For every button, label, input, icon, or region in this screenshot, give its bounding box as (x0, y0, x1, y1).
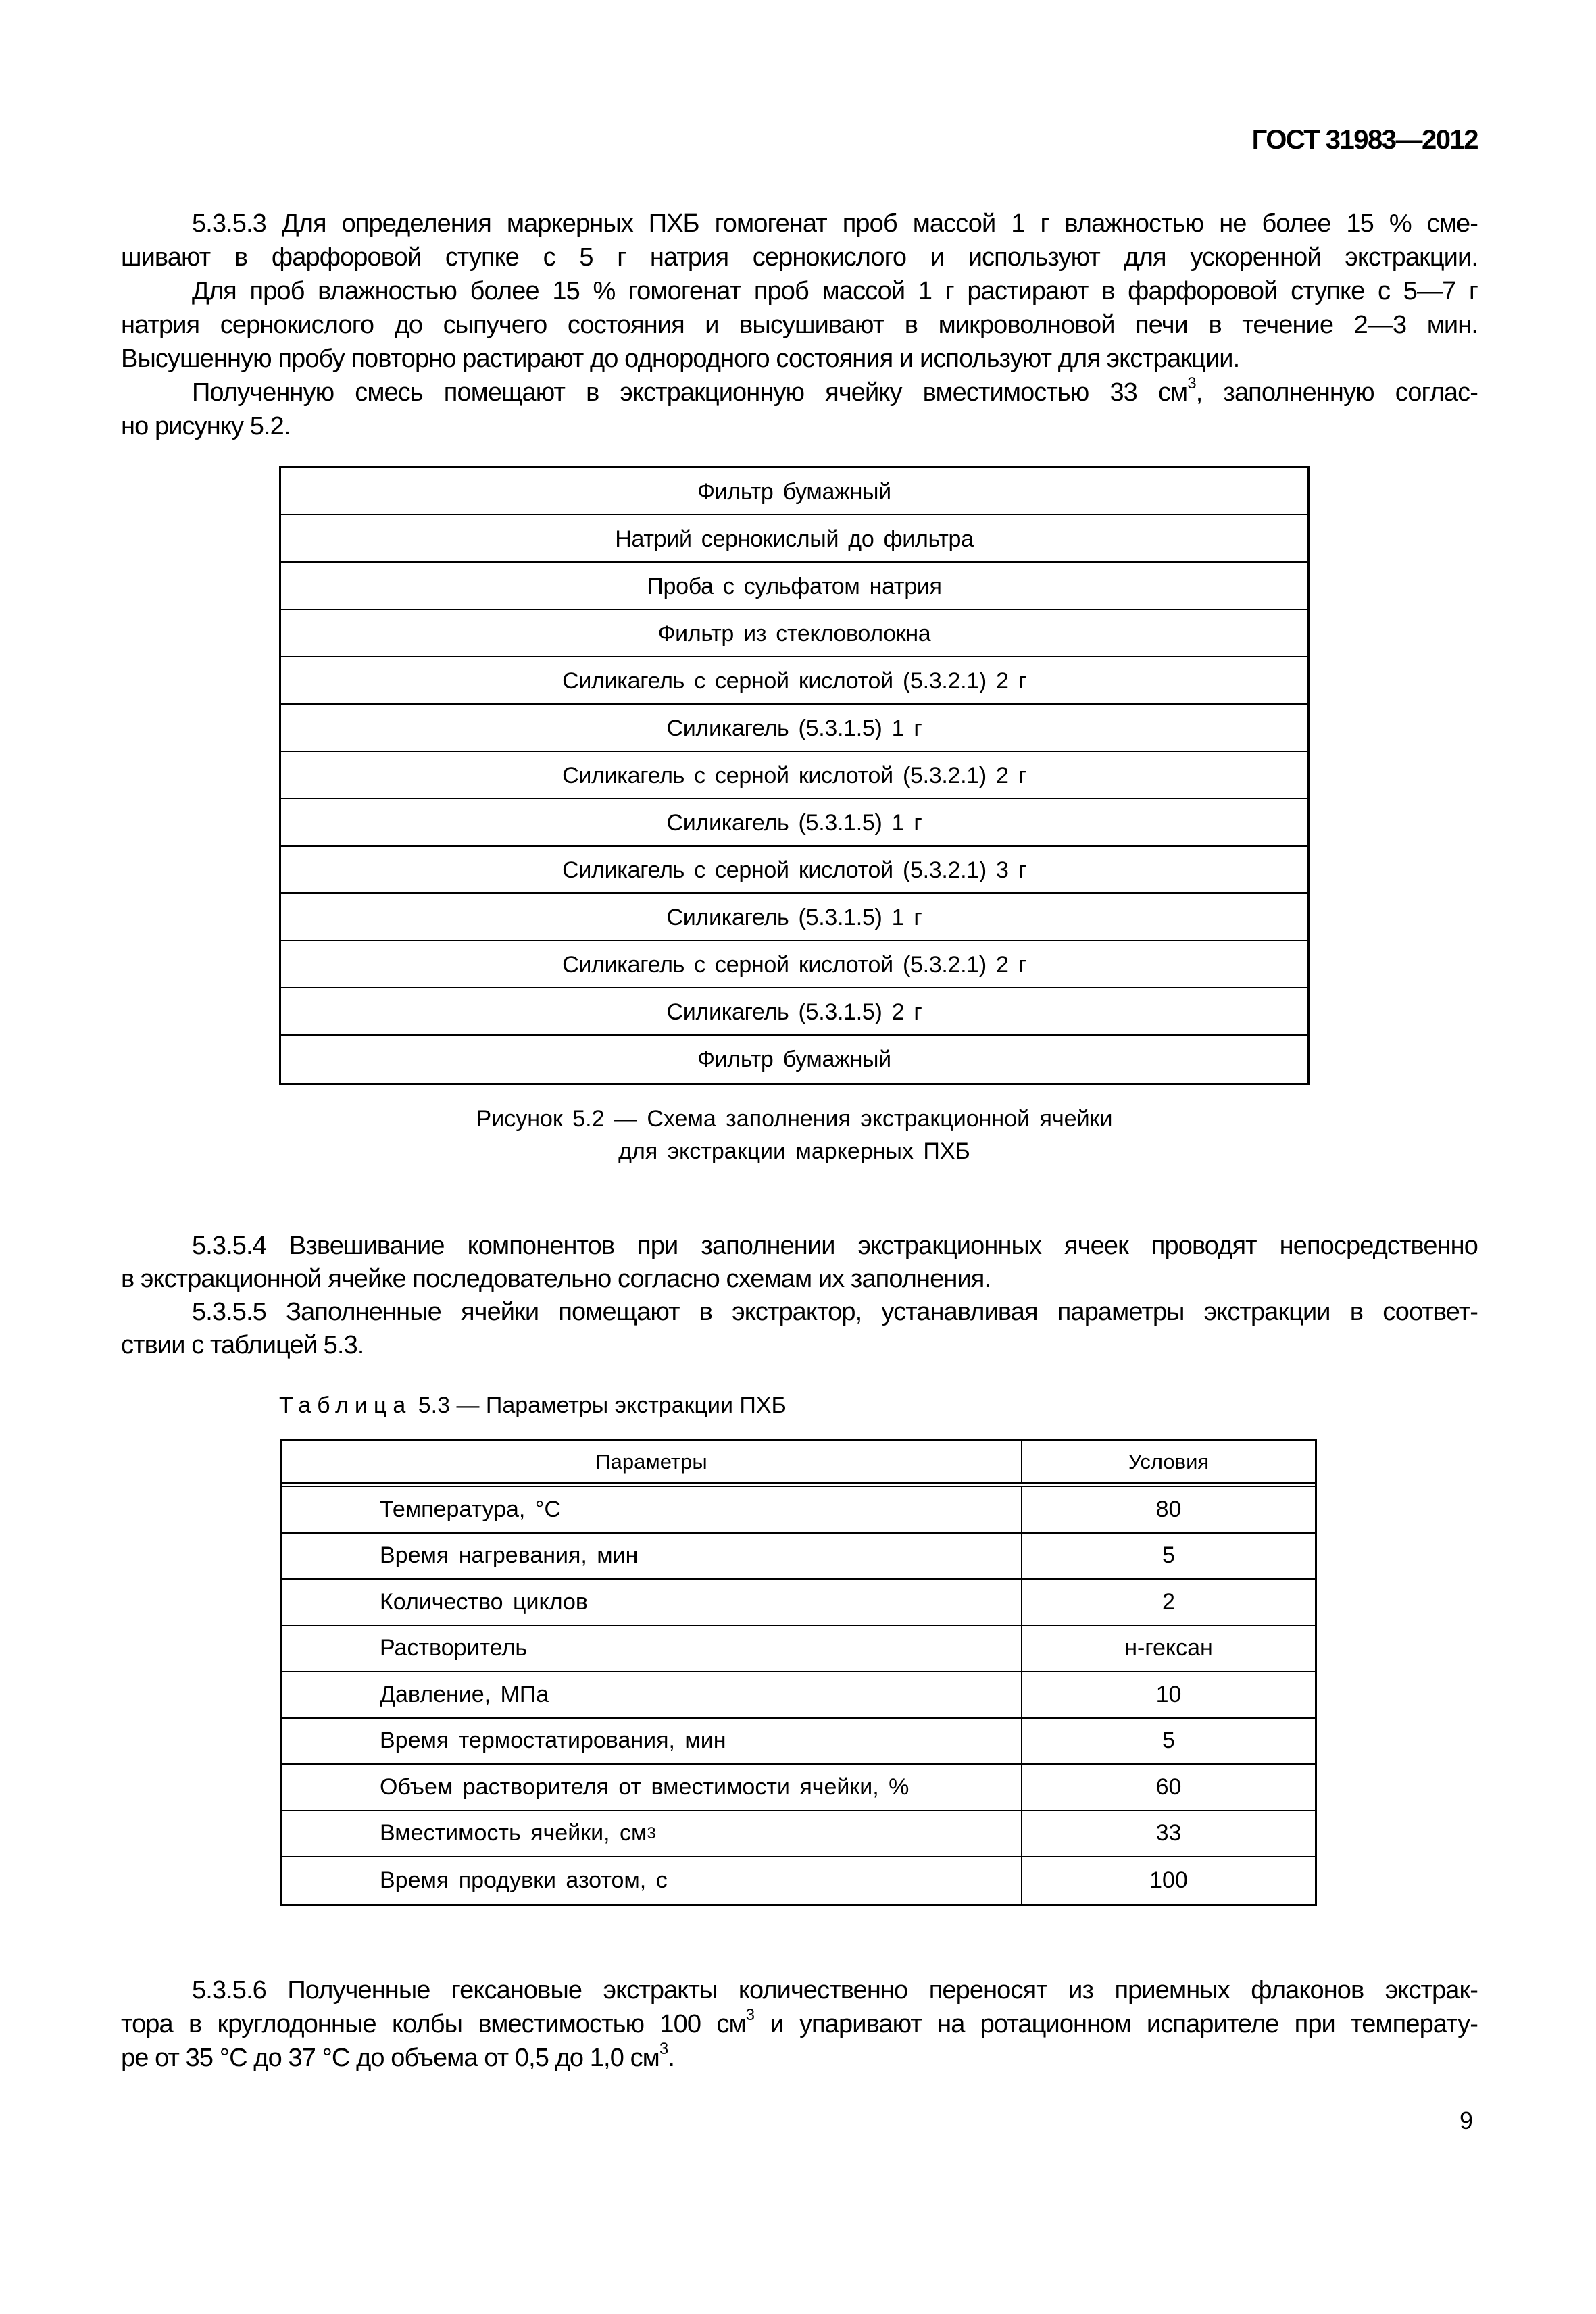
value-cell: 2 (1162, 1588, 1175, 1615)
table-row (282, 1719, 1315, 1765)
param-text: Вместимость ячейки, см (380, 1820, 647, 1846)
scheme-layer: Проба с сульфатом натрия (281, 563, 1307, 610)
table-row (282, 1672, 1315, 1719)
text-line: 5.3.5.6 Полученные гексановые экстракты количественно переносят из приемных флаконов экстрак- (192, 1976, 1478, 2005)
param-cell: Время нагревания, мин (282, 1534, 1022, 1579)
text: и упаривают на ротационном испарителе при температу- (754, 2010, 1478, 2038)
superscript: 3 (1187, 374, 1196, 393)
text-line: Высушенную пробу повторно растирают до однородного состояния и используют для экстракции. (121, 345, 1240, 373)
table-row (282, 1626, 1315, 1673)
figure-caption: для экстракции маркерных ПХБ (618, 1138, 970, 1164)
param-cell: Время продувки азотом, с (282, 1857, 1022, 1904)
param-cell: Температура, °С (282, 1487, 1022, 1532)
text: ре от 35 °С до 37 °С до объема от 0,5 до 1,0 см (121, 2044, 659, 2072)
figure-caption: Рисунок 5.2 — Схема заполнения экстракционной ячейки (476, 1106, 1113, 1132)
param-cell: Количество циклов (282, 1580, 1022, 1625)
value-cell: н-гексан (1124, 1635, 1213, 1661)
document-id: ГОСТ 31983—2012 (1251, 125, 1478, 155)
table-row (282, 1857, 1315, 1904)
table-label: Таблица (279, 1392, 412, 1418)
text-line: ствии с таблицей 5.3. (121, 1331, 364, 1359)
value-cell: 33 (1155, 1820, 1182, 1846)
text: Полученную смесь помещают в экстракционную ячейку вместимостью 33 см (192, 378, 1188, 407)
column-header: Параметры (282, 1441, 1022, 1482)
scheme-layer: Фильтр бумажный (697, 1047, 891, 1072)
table-title (279, 1389, 787, 1422)
text: тора в круглодонные колбы вместимостью 100 см (121, 2010, 746, 2038)
scheme-layer: Силикагель с серной кислотой (5.3.2.1) 2 г (281, 752, 1307, 799)
param-cell: Растворитель (282, 1626, 1022, 1671)
superscript: 3 (745, 2006, 755, 2024)
table-row (282, 1811, 1315, 1858)
figure-cell-fill-scheme (279, 466, 1310, 1085)
page-number: 9 (1460, 2107, 1474, 2134)
text-line (192, 376, 1478, 409)
scheme-layer: Силикагель (5.3.1.5) 1 г (281, 705, 1307, 752)
value-cell: 10 (1155, 1681, 1182, 1707)
table-row (282, 1765, 1315, 1811)
param-cell: Объем растворителя от вместимости ячейки, % (282, 1765, 1022, 1810)
text-line: шивают в фарфоровой ступке с 5 г натрия сернокислого и используют для ускоренной экстракции. (121, 243, 1478, 272)
value-cell: 80 (1155, 1496, 1182, 1522)
text-line: 5.3.5.4 Взвешивание компонентов при заполнении экстракционных ячеек проводят непосредственно (192, 1232, 1478, 1260)
text-line: натрия сернокислого до сыпучего состояния и высушивают в микроволновой печи в течение 2—3 мин. (121, 311, 1478, 339)
extraction-parameters-table (280, 1439, 1317, 1906)
text: . (668, 2044, 675, 2072)
scheme-layer: Силикагель (5.3.1.5) 1 г (281, 799, 1307, 847)
text-line: но рисунку 5.2. (121, 412, 291, 441)
text-line: 5.3.5.5 Заполненные ячейки помещают в экстрактор, устанавливая параметры экстракции в соответ- (192, 1298, 1478, 1326)
param-cell: Вместимость ячейки, см 3 (282, 1811, 1022, 1857)
table-row (282, 1580, 1315, 1626)
text-line: Для проб влажностью более 15 % гомогенат проб массой 1 г растирают в фарфоровой ступке с 5—7 г (192, 277, 1478, 305)
scheme-layer: Силикагель с серной кислотой (5.3.2.1) 2 г (281, 941, 1307, 988)
value-cell: 5 (1162, 1728, 1175, 1754)
scheme-layer: Силикагель (5.3.1.5) 1 г (281, 894, 1307, 941)
text-line (121, 2007, 1478, 2041)
scheme-layer: Силикагель с серной кислотой (5.3.2.1) 2 г (281, 657, 1307, 705)
scheme-layer: Натрий сернокислый до фильтра (281, 515, 1307, 563)
text-line: 5.3.5.3 Для определения маркерных ПХБ гомогенат проб массой 1 г влажностью не более 15 % сме- (192, 209, 1478, 238)
scheme-layer: Силикагель с серной кислотой (5.3.2.1) 3 г (281, 847, 1307, 894)
scheme-layer: Фильтр бумажный (281, 468, 1307, 515)
scheme-layer: Силикагель (5.3.1.5) 2 г (281, 988, 1307, 1036)
text: , заполненную соглас- (1195, 378, 1478, 407)
text-line (121, 2041, 1478, 2075)
table-title-text: 5.3 — Параметры экстракции ПХБ (412, 1392, 787, 1418)
value-cell: 100 (1149, 1867, 1188, 1893)
param-cell: Давление, МПа (282, 1672, 1022, 1717)
value-cell: 60 (1155, 1774, 1182, 1800)
scheme-layer: Фильтр из стекловолокна (281, 610, 1307, 657)
superscript: 3 (659, 2040, 668, 2058)
column-header: Условия (1128, 1449, 1210, 1474)
table-row (282, 1487, 1315, 1534)
table-header (282, 1441, 1315, 1487)
param-cell: Время термостатирования, мин (282, 1719, 1022, 1764)
text-line: в экстракционной ячейке последовательно согласно схемам их заполнения. (121, 1265, 991, 1293)
table-row (282, 1534, 1315, 1580)
value-cell: 5 (1162, 1542, 1175, 1569)
